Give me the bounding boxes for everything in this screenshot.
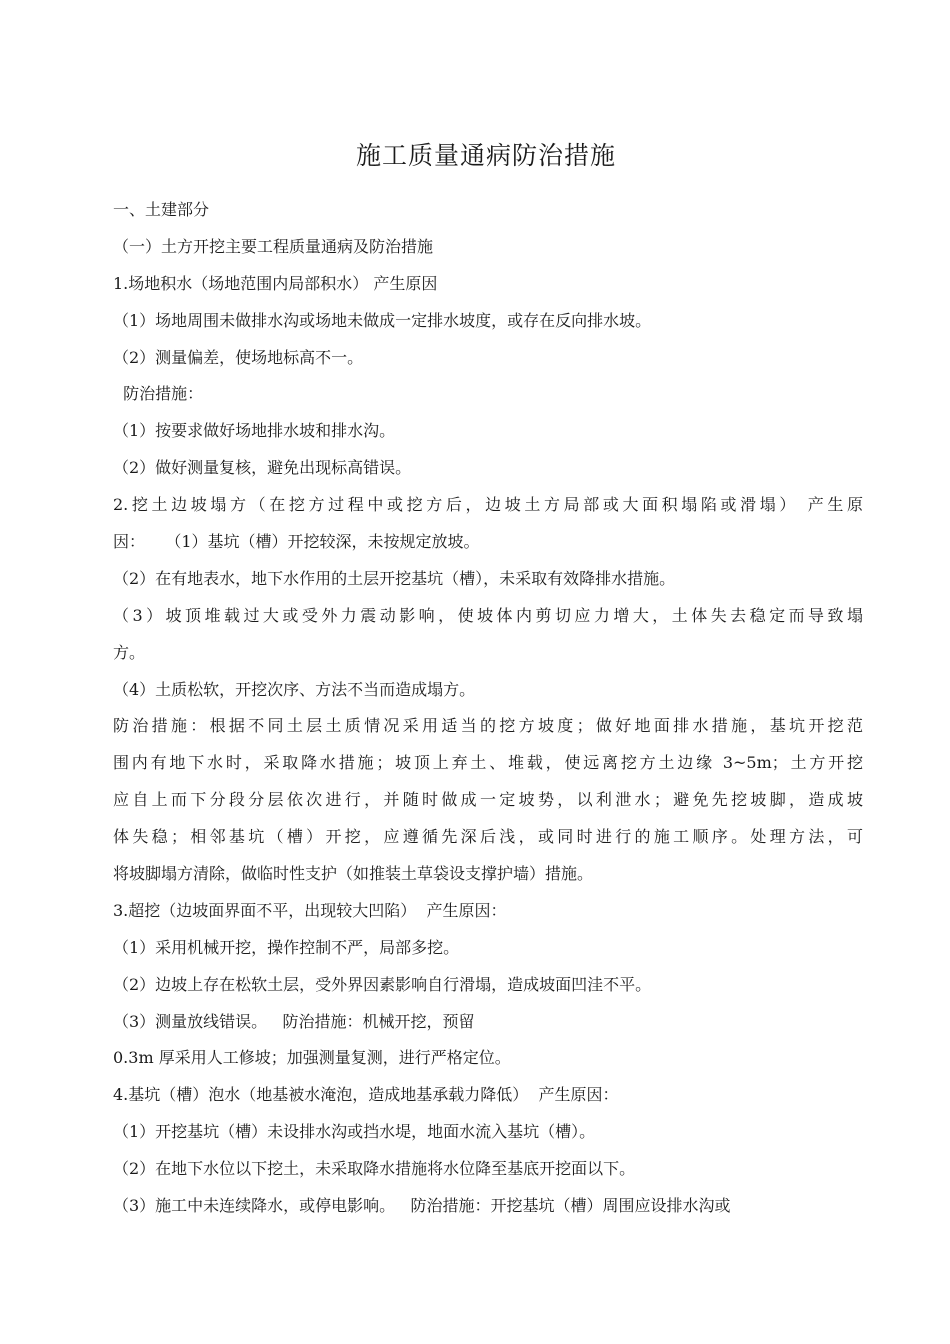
paragraph-line: 体失稳；相邻基坑（槽）开挖，应遵循先深后浅，或同时进行的施工顺序。处理方法，可 [113,827,863,847]
paragraph-line: 围内有地下水时，采取降水措施；坡顶上弃土、堆载，使远离挖方土边缘 3~5m；土方开挖 [113,753,863,773]
paragraph-line: （2）在有地表水，地下水作用的土层开挖基坑（槽），未采取有效降排水措施。 [113,568,676,588]
paragraph-line: 防治措施： [113,384,204,404]
paragraph-line: 0.3m 厚采用人工修坡；加强测量复测，进行严格定位。 [113,1048,511,1068]
paragraph-line: （1）按要求做好场地排水坡和排水沟。 [113,421,396,441]
paragraph-line: （2）在地下水位以下挖土，未采取降水措施将水位降至基底开挖面以下。 [113,1159,636,1179]
paragraph-line: 防治措施：根据不同土层土质情况采用适当的挖方坡度；做好地面排水措施，基坑开挖范 [113,716,863,736]
paragraph-line: 应自上而下分段分层依次进行，并随时做成一定坡势，以利泄水；避免先挖坡脚，造成坡 [113,790,863,810]
paragraph-line: （3）测量放线错误。 防治措施：机械开挖，预留 [113,1011,475,1031]
document-body [113,192,863,1225]
paragraph-line: 3.超挖（边坡面界面不平，出现较大凹陷） 产生原因： [113,900,507,920]
paragraph-line: 方。 [113,642,146,662]
paragraph-line: 4.基坑（槽）泡水（地基被水淹泡，造成地基承载力降低） 产生原因： [113,1085,619,1105]
paragraph-line: （2）测量偏差，使场地标高不一。 [113,347,364,367]
paragraph-line: 1.场地积水（场地范围内局部积水） 产生原因 [113,273,438,293]
paragraph-line: （1）采用机械开挖，操作控制不严，局部多挖。 [113,937,460,957]
subsection-heading: （一）土方开挖主要工程质量通病及防治措施 [113,236,434,256]
paragraph-line: （2）边坡上存在松软土层，受外界因素影响自行滑塌，造成坡面凹洼不平。 [113,974,652,994]
paragraph-line: 2.挖土边坡塌方（在挖方过程中或挖方后，边坡土方局部或大面积塌陷或滑塌） 产生原 [113,495,863,515]
paragraph-line: （1）场地周围未做排水沟或场地未做成一定排水坡度，或存在反向排水坡。 [113,310,652,330]
paragraph-line: （3）施工中未连续降水，或停电影响。 防治措施：开挖基坑（槽）周围应设排水沟或 [113,1196,731,1216]
paragraph-line: 将坡脚塌方清除，做临时性支护（如推装土草袋设支撑护墙）措施。 [113,864,594,884]
paragraph-line: （1）开挖基坑（槽）未设排水沟或挡水堤，地面水流入基坑（槽）。 [113,1122,596,1142]
paragraph-line: （2）做好测量复核，避免出现标高错误。 [113,458,412,478]
section-heading: 一、土建部分 [113,200,210,219]
page-title: 施工质量通病防治措施 [355,141,616,170]
paragraph-line: （3）坡顶堆载过大或受外力震动影响，使坡体内剪切应力增大，土体失去稳定而导致塌 [113,605,863,625]
paragraph-line: （4）土质松软，开挖次序、方法不当而造成塌方。 [113,679,476,699]
paragraph-line: 因： （1）基坑（槽）开挖较深，未按规定放坡。 [113,532,480,552]
